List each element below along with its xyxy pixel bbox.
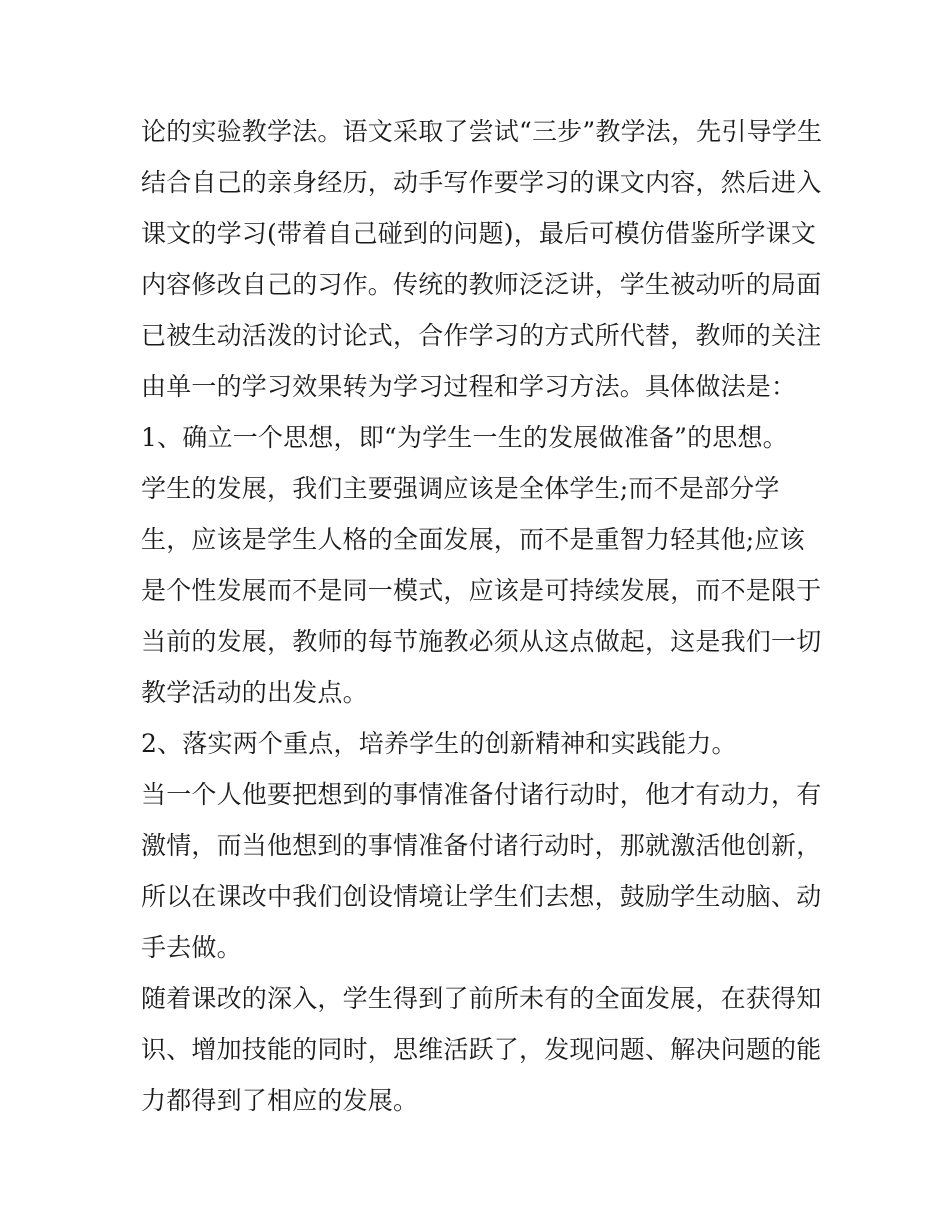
text-line: 论的实验教学法。语文采取了尝试“三步”教学法，先引导学生 — [141, 117, 823, 146]
text-line: 由单一的学习效果转为学习过程和学习方法。具体做法是： — [141, 372, 797, 401]
text-line: 力都得到了相应的发展。 — [141, 1086, 419, 1115]
text-line: 手去做。 — [141, 933, 242, 962]
text-line: 是个性发展而不是同一模式，应该是可持续发展，而不是限于 — [141, 576, 822, 605]
text-line: 教学活动的出发点。 — [141, 678, 368, 707]
text-line: 内容修改自己的习作。传统的教师泛泛讲，学生被动听的局面 — [141, 270, 822, 299]
text-line: 识、增加技能的同时，思维活跃了，发现问题、解决问题的能 — [141, 1035, 822, 1064]
text-line: 激情，而当他想到的事情准备付诸行动时，那就激活他创新， — [141, 831, 822, 860]
text-line: 当一个人他要把想到的事情准备付诸行动时，他才有动力，有 — [141, 780, 822, 809]
text-line: 已被生动活泼的讨论式，合作学习的方式所代替，教师的关注 — [141, 321, 822, 350]
text-line: 随着课改的深入，学生得到了前所未有的全面发展，在获得知 — [141, 984, 822, 1013]
text-line: 当前的发展，教师的每节施教必须从这点做起，这是我们一切 — [141, 627, 822, 656]
body-text — [141, 106, 821, 1126]
text-line: 学生的发展，我们主要强调应该是全体学生;而不是部分学 — [141, 474, 780, 503]
text-line: 所以在课改中我们创设情境让学生们去想，鼓励学生动脑、动 — [141, 882, 822, 911]
text-line: 生，应该是学生人格的全面发展，而不是重智力轻其他;应该 — [141, 525, 805, 554]
text-line: 课文的学习(带着自己碰到的问题)，最后可模仿借鉴所学课文 — [141, 219, 817, 248]
list-item-heading: 1、确立一个思想，即“为学生一生的发展做准备”的思想。 — [141, 423, 788, 452]
text-line: 结合自己的亲身经历，动手写作要学习的课文内容，然后进入 — [141, 168, 822, 197]
list-item-heading: 2、落实两个重点，培养学生的创新精神和实践能力。 — [141, 729, 737, 758]
